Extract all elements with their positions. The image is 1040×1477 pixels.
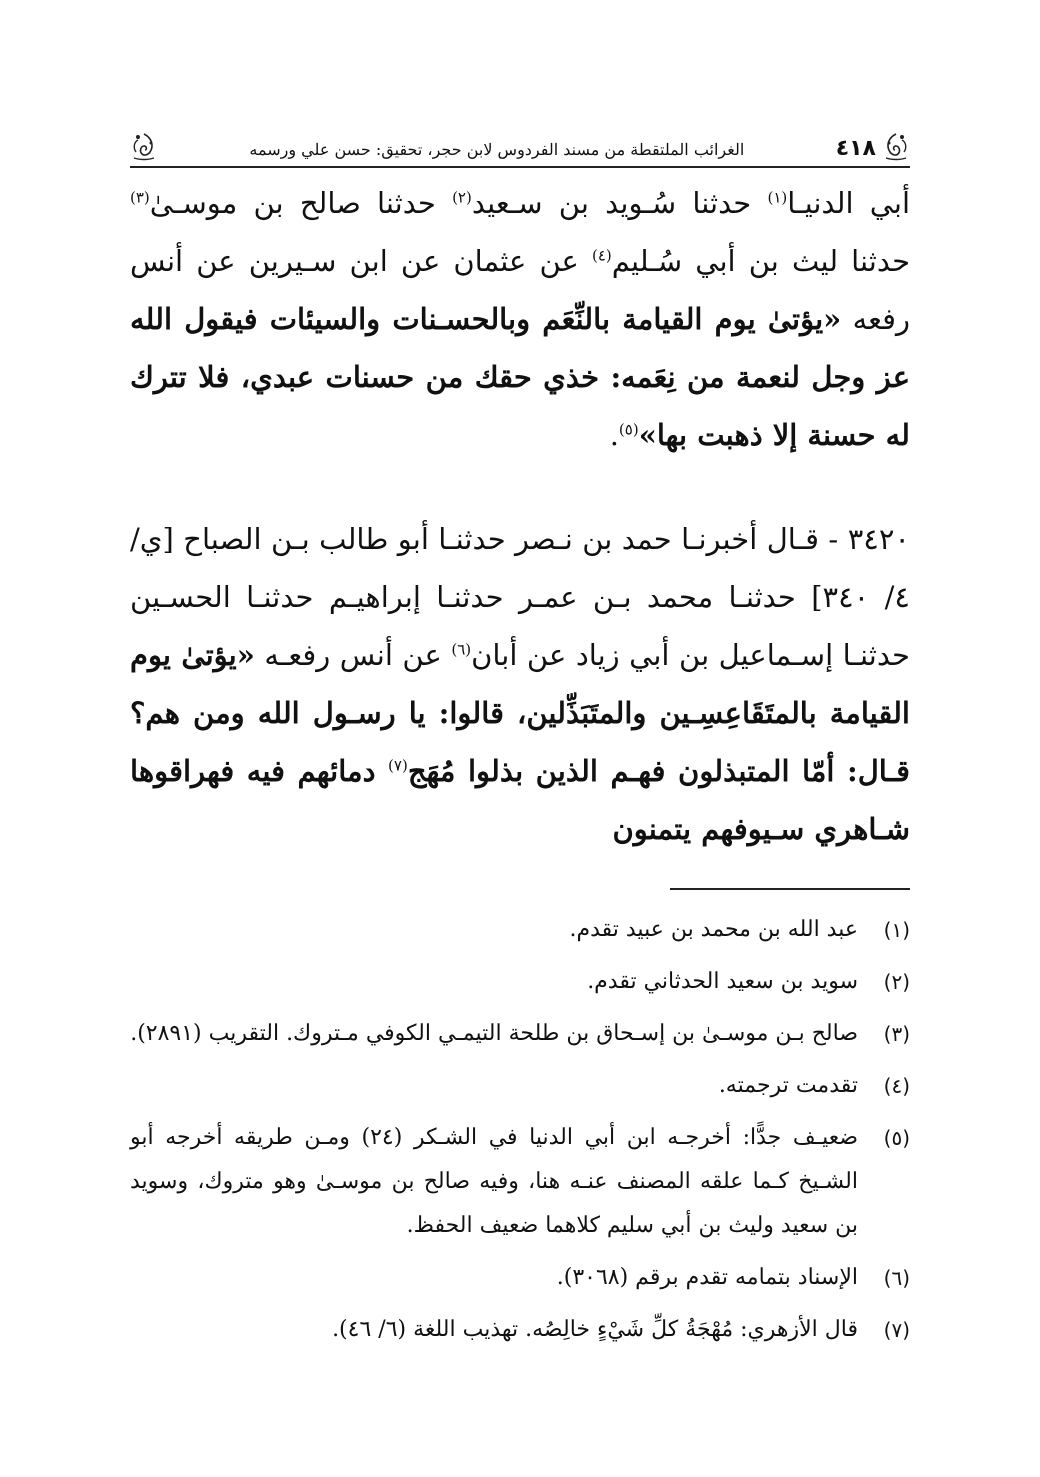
text-run: حدثنا صالح بن موسـىٰ: [149, 186, 453, 220]
footnote-number: (٤): [883, 1074, 910, 1098]
page-number: ٤١٨: [835, 136, 876, 161]
page-header: [130, 118, 910, 168]
footnote-item: [130, 1012, 910, 1056]
footnotes: [130, 908, 910, 1352]
book-page: [130, 118, 910, 1358]
footnote-item: [130, 1256, 910, 1300]
footnote-ref: (١): [767, 188, 788, 207]
text-run: حدثنا ليث بن أبي سُـليم: [611, 244, 910, 278]
footnote-text: ضعيـف جدًّا: أخرجـه ابن أبي الدنيا في الشـكر (٢٤) ومـن طريقه أخرجه أبو الشـيخ كـما علقه المصنف عنـه هنا، وفيه صالح بن موسـىٰ وهو متروك، وسويد بن سعيد وليث بن أبي سليم كلاهما ضعيف الحفظ.: [130, 1125, 859, 1238]
footnote-ref: (٢): [452, 188, 472, 207]
footnote-ref: (٣): [130, 188, 150, 207]
footnote-number: (٦): [883, 1266, 910, 1290]
footnote-text: سويد بن سعيد الحدثاني تقدم.: [587, 969, 858, 994]
hadith-text: «يؤتىٰ يوم القيامة بالنِّعَم وبالحسـنات والسيئات فيقول الله عز وجل لنعمة من نِعَمه: خذي حقك من حسنات عبدي، فلا تترك له حسنة إلا ذهبت بها»: [130, 302, 910, 452]
header-right-cluster: [836, 132, 910, 162]
footnote-number: (٢): [883, 970, 910, 994]
footnote-text: صالح بـن موسـىٰ بن إسـحاق بن طلحة التيمـي الكوفي مـتروك. التقريب (٢٨٩١).: [130, 1021, 858, 1046]
hadith-text: دمائهم فيه فهراقوها شـاهري سـيوفهم يتمنون: [130, 754, 910, 846]
text-run: حدثنا سُـويد بن سـعيد: [471, 186, 768, 220]
text-run: أبي الدنيـا: [787, 186, 911, 220]
footnote-number: (٧): [883, 1318, 910, 1342]
footnote-text: الإسناد بتمامه تقدم برقم (٣٠٦٨).: [556, 1265, 858, 1290]
footnote-separator: [670, 888, 910, 890]
footnote-item: [130, 908, 910, 952]
footnote-text: تقدمت ترجمته.: [718, 1073, 858, 1098]
footnote-ref: (٥): [618, 420, 639, 439]
footnote-number: (١): [883, 918, 910, 942]
footnote-item: [130, 1308, 910, 1352]
footnote-item: [130, 960, 910, 1004]
text-run: ٣٤٢٠ - قـال أخبرنـا حمد بن نـصر حدثنـا أبو طالب بـن الصباح [ي/ ٤/ ٣٤٠] حدثنـا محمد بـن عمـر حدثنـا إبراهيـم حدثنـا الحسـين حدثنـا إسـماعيل بن أبي زياد عن أبان: [130, 522, 910, 672]
running-title: الغرائب الملتقطة من مسند الفردوس لابن حجر، تحقيق: حسن علي ورسمه: [249, 140, 745, 159]
footnote-item: [130, 1116, 910, 1248]
footnote-item: [130, 1064, 910, 1108]
footnote-ref: (٦): [451, 640, 472, 659]
footnote-ref: (٧): [388, 756, 408, 775]
footnote-ref: (٤): [591, 246, 612, 265]
text-run: .: [609, 418, 619, 452]
footnote-number: (٥): [883, 1126, 910, 1150]
text-run: عن أنس رفعـه: [254, 638, 452, 672]
floral-ornament-icon: [882, 132, 910, 162]
floral-ornament-icon: [130, 132, 158, 162]
paragraph-3420: [130, 510, 910, 858]
footnote-text: قال الأزهري: مُهْجَةُ كلِّ شَيْءٍ خالِصُه. تهذيب اللغة (٦/ ٤٦).: [332, 1317, 858, 1342]
footnote-number: (٣): [883, 1022, 910, 1046]
footnote-text: عبد الله بن محمد بن عبيد تقدم.: [569, 917, 858, 942]
paragraph-continuation: [130, 174, 910, 464]
hadith-text: «يؤتىٰ يوم القيامة بالمتَقَاعِسِـين والمتَبَذِّلين، قالوا: يا رسـول الله ومن هم؟ قـال: أمّا المتبذلون فهـم الذين بذلوا مُهَج: [130, 638, 910, 788]
main-text: [130, 174, 910, 858]
text-run: عن عثمان عن ابن سـيرين عن أنس رفعه: [130, 244, 910, 336]
